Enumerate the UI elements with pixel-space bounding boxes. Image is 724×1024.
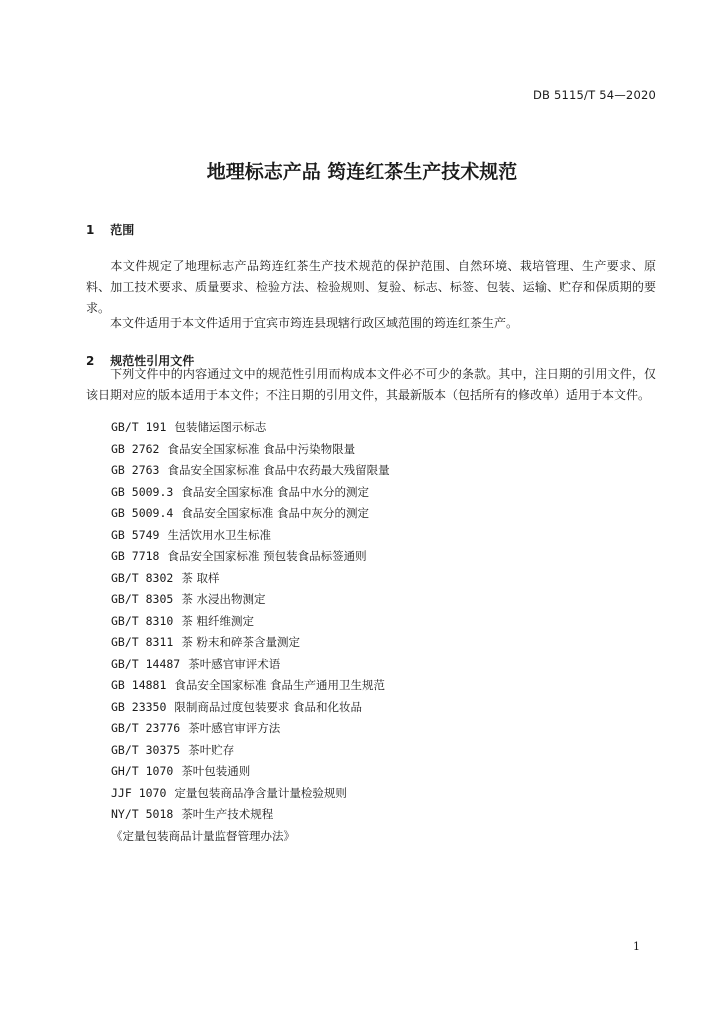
reference-code: GB 5009.4 — [111, 506, 174, 520]
reference-title: 食品安全国家标准 预包装食品标签通则 — [167, 549, 367, 563]
reference-item — [111, 654, 390, 676]
reference-code: GB/T 8311 — [111, 635, 174, 649]
reference-code: GB 23350 — [111, 699, 167, 714]
reference-title: 茶 水浸出物测定 — [181, 592, 266, 606]
reference-item — [111, 675, 390, 697]
section-title: 范围 — [110, 223, 135, 237]
section-number: 2 — [86, 354, 95, 368]
reference-code: JJF 1070 — [111, 785, 167, 800]
reference-title: 茶叶感官审评方法 — [188, 721, 281, 735]
reference-title: 食品安全国家标准 食品中水分的测定 — [181, 484, 369, 499]
reference-code: GB 7718 — [111, 549, 160, 563]
references-intro-text: 下列文件中的内容通过文中的规范性引用而构成本文件必不可少的条款。其中，注日期的引用文件，仅该日期对应的版本适用于本文件；不注日期的引用文件，其最新版本（包括所有的修改单）适用于本文件。 — [86, 367, 656, 402]
reference-title: 生活饮用水卫生标准 — [167, 527, 271, 542]
page-number: 1 — [633, 940, 640, 953]
reference-title: 包装储运图示标志 — [174, 420, 267, 434]
reference-title: 茶叶感官审评术语 — [188, 656, 281, 671]
standard-code: DB 5115/T 54—2020 — [532, 88, 656, 102]
reference-code: GB 5749 — [111, 527, 160, 542]
normative-references-list — [111, 417, 390, 847]
reference-item — [111, 589, 390, 611]
reference-item — [111, 632, 390, 654]
reference-item — [111, 439, 390, 461]
reference-code: GB 2763 — [111, 463, 160, 477]
reference-code: NY/T 5018 — [111, 807, 174, 821]
applicability-paragraph — [86, 313, 656, 334]
reference-code: GB/T 8302 — [111, 570, 174, 585]
reference-title: 茶叶贮存 — [188, 742, 235, 757]
document-title: 地理标志产品 筠连红茶生产技术规范 — [206, 161, 518, 183]
reference-item — [111, 525, 390, 547]
section-1-heading — [86, 221, 134, 238]
reference-title: 食品安全国家标准 食品中污染物限量 — [167, 441, 356, 456]
reference-item — [111, 697, 390, 719]
reference-code: GB 14881 — [111, 678, 167, 692]
reference-title: 定量包装商品净含量计量检验规则 — [174, 785, 347, 800]
reference-title: 食品安全国家标准 食品中农药最大残留限量 — [167, 463, 390, 477]
references-intro-paragraph — [86, 364, 656, 406]
reference-item — [111, 740, 390, 762]
reference-title: 茶叶包装通则 — [181, 764, 251, 778]
reference-title: 茶 粗纤维测定 — [181, 613, 254, 628]
reference-code: GB/T 8310 — [111, 613, 174, 628]
reference-item — [111, 546, 390, 568]
scope-paragraph — [86, 256, 656, 319]
reference-code: GB/T 30375 — [111, 742, 181, 757]
reference-code: GH/T 1070 — [111, 764, 174, 778]
section-number: 1 — [86, 223, 95, 237]
reference-item — [111, 460, 390, 482]
applicability-text: 本文件适用于本文件适用于宜宾市筠连县现辖行政区域范围的筠连红茶生产。 — [110, 316, 519, 330]
reference-item — [111, 804, 390, 826]
reference-title: 茶 取样 — [181, 570, 220, 585]
reference-code: GB 2762 — [111, 441, 160, 456]
reference-title: 食品安全国家标准 食品中灰分的测定 — [181, 506, 369, 520]
reference-title: 限制商品过度包装要求 食品和化妆品 — [174, 699, 363, 714]
reference-item — [111, 783, 390, 805]
reference-code: GB/T 23776 — [111, 721, 181, 735]
reference-title: 食品安全国家标准 食品生产通用卫生规范 — [174, 678, 386, 692]
reference-item — [111, 761, 390, 783]
reference-code: GB/T 14487 — [111, 656, 181, 671]
reference-item — [111, 826, 390, 848]
reference-code: GB/T 191 — [111, 420, 167, 434]
reference-code: GB 5009.3 — [111, 484, 174, 499]
section-title: 规范性引用文件 — [110, 354, 195, 368]
reference-item — [111, 718, 390, 740]
reference-item — [111, 568, 390, 590]
reference-item — [111, 482, 390, 504]
reference-item — [111, 503, 390, 525]
scope-text: 本文件规定了地理标志产品筠连红茶生产技术规范的保护范围、自然环境、栽培管理、生产要求、原料、加工技术要求、质量要求、检验方法、检验规则、复验、标志、标签、包装、运输、贮存和保质期的要求。 — [86, 259, 656, 315]
reference-item — [111, 417, 390, 439]
reference-code: GB/T 8305 — [111, 592, 174, 606]
reference-title: 茶叶生产技术规程 — [181, 807, 274, 821]
reference-title: 《定量包装商品计量监督管理办法》 — [111, 828, 295, 843]
reference-item — [111, 611, 390, 633]
reference-title: 茶 粉末和碎茶含量测定 — [181, 635, 300, 649]
